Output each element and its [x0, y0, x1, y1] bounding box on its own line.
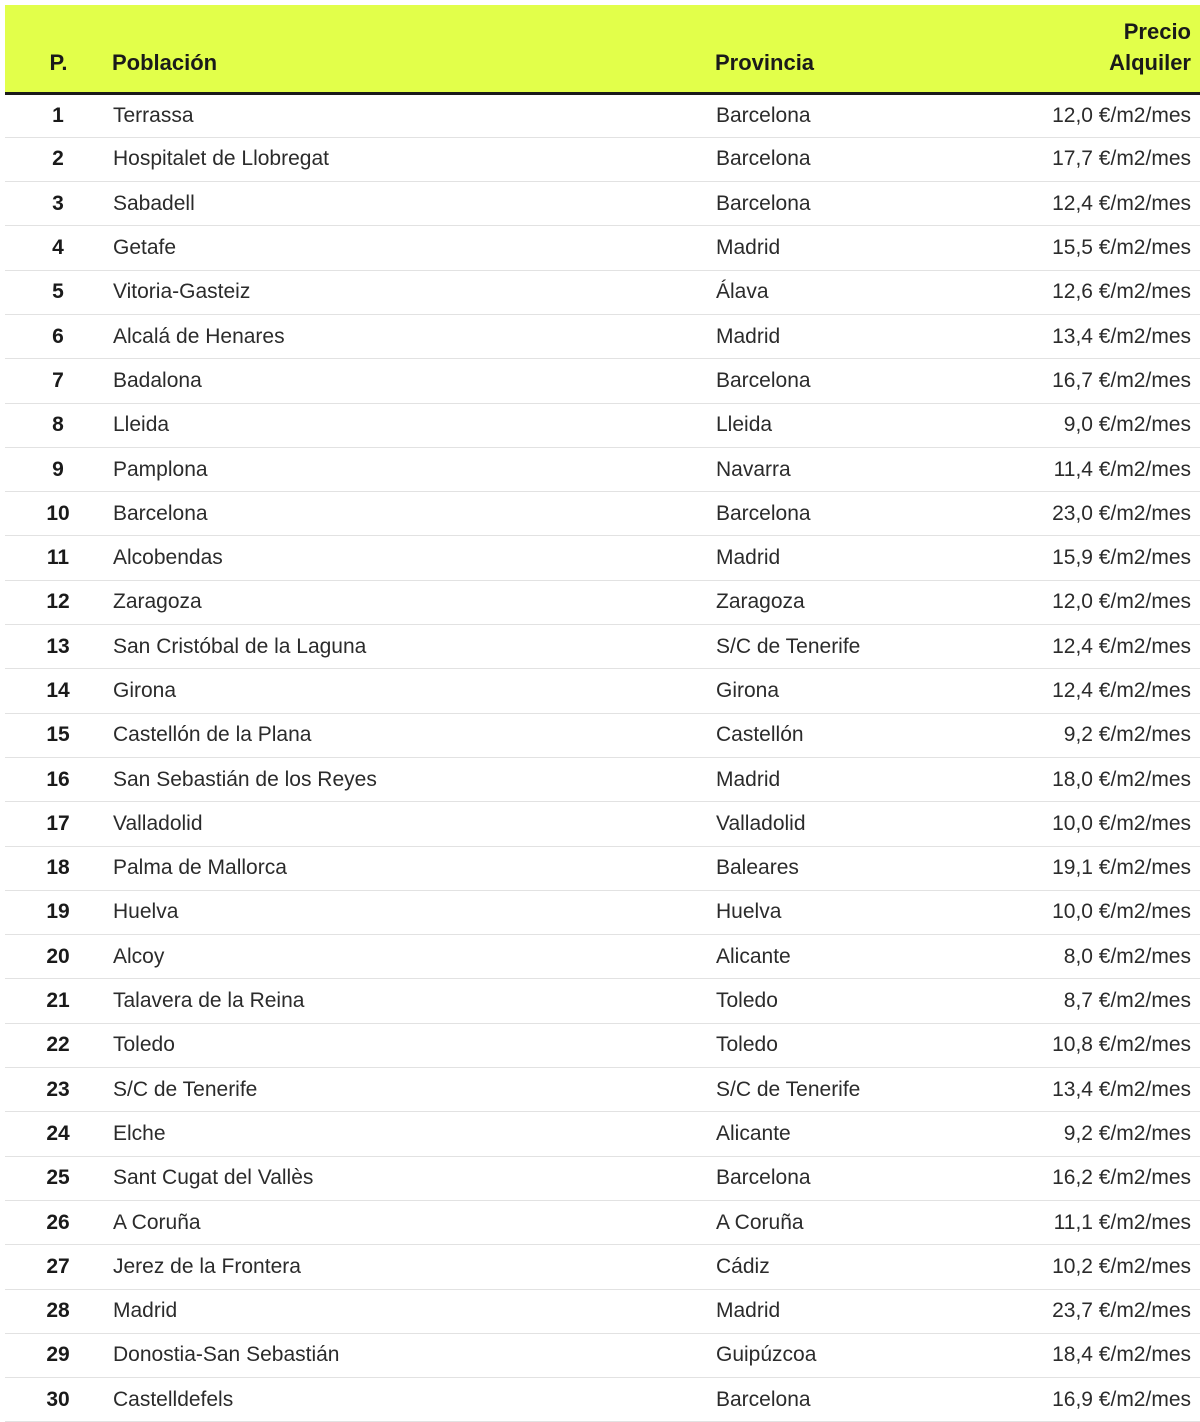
cell-poblacion: Toledo	[113, 1033, 175, 1057]
cell-position: 8	[52, 413, 64, 437]
table-row	[5, 802, 1200, 846]
table-row	[5, 1378, 1200, 1422]
cell-precio: 10,2 €/m2/mes	[1052, 1254, 1191, 1278]
cell-poblacion: Elche	[113, 1121, 166, 1145]
cell-precio: 23,7 €/m2/mes	[1052, 1299, 1191, 1323]
cell-provincia: Madrid	[716, 324, 781, 348]
cell-precio: 17,7 €/m2/mes	[1052, 147, 1191, 171]
cell-position: 19	[46, 900, 70, 924]
cell-poblacion: Vitoria-Gasteiz	[113, 280, 251, 304]
cell-provincia: Barcelona	[716, 1387, 811, 1411]
cell-precio: 9,2 €/m2/mes	[1063, 1121, 1191, 1145]
cell-position: 5	[52, 280, 64, 304]
cell-position: 20	[46, 944, 70, 968]
cell-provincia: S/C de Tenerife	[716, 1077, 861, 1101]
cell-poblacion: Sabadell	[113, 191, 195, 215]
cell-precio: 12,4 €/m2/mes	[1052, 634, 1191, 658]
table-row	[5, 625, 1200, 669]
header-row	[5, 5, 1200, 93]
cell-poblacion: San Cristóbal de la Laguna	[113, 634, 367, 658]
table-row	[5, 536, 1200, 580]
table-body	[5, 93, 1200, 1422]
cell-provincia: Álava	[716, 280, 769, 304]
cell-precio: 12,4 €/m2/mes	[1052, 191, 1191, 215]
cell-poblacion: San Sebastián de los Reyes	[113, 767, 377, 791]
cell-poblacion: Barcelona	[113, 501, 208, 525]
cell-poblacion: A Coruña	[113, 1210, 201, 1234]
table-row	[5, 403, 1200, 447]
cell-precio: 12,0 €/m2/mes	[1052, 590, 1191, 614]
cell-provincia: Zaragoza	[716, 590, 805, 614]
cell-provincia: Barcelona	[716, 103, 811, 127]
cell-position: 11	[46, 546, 70, 570]
table-header	[5, 5, 1200, 93]
table-row	[5, 1068, 1200, 1112]
table-row	[5, 890, 1200, 934]
table-row	[5, 1023, 1200, 1067]
table-row	[5, 359, 1200, 403]
cell-position: 4	[52, 236, 64, 260]
cell-position: 14	[46, 679, 70, 702]
table-row	[5, 314, 1200, 358]
cell-position: 23	[46, 1077, 70, 1101]
cell-provincia: Huelva	[716, 900, 782, 924]
cell-precio: 12,6 €/m2/mes	[1052, 280, 1191, 304]
cell-position: 10	[46, 501, 70, 525]
table-row	[5, 580, 1200, 624]
table-row	[5, 1333, 1200, 1377]
table-row	[5, 492, 1200, 536]
cell-precio: 15,5 €/m2/mes	[1052, 236, 1191, 260]
cell-precio: 9,2 €/m2/mes	[1063, 723, 1191, 747]
cell-provincia: A Coruña	[716, 1210, 804, 1234]
cell-poblacion: Alcalá de Henares	[113, 324, 285, 348]
table-row	[5, 1289, 1200, 1333]
cell-poblacion: Zaragoza	[113, 590, 202, 614]
cell-position: 1	[52, 103, 64, 127]
cell-precio: 16,7 €/m2/mes	[1052, 368, 1191, 392]
cell-provincia: Navarra	[716, 457, 791, 481]
cell-precio: 11,4 €/m2/mes	[1053, 457, 1191, 481]
table-row	[5, 182, 1200, 226]
cell-position: 12	[46, 590, 70, 614]
header-precio-line2: Alquiler	[1109, 49, 1191, 75]
cell-provincia: Barcelona	[716, 501, 811, 525]
cell-precio: 10,8 €/m2/mes	[1052, 1033, 1191, 1057]
cell-position: 15	[46, 723, 70, 747]
cell-poblacion: Badalona	[113, 368, 202, 392]
header-provincia: Provincia	[715, 5, 975, 93]
cell-position: 21	[46, 989, 70, 1013]
table-row	[5, 1156, 1200, 1200]
header-poblacion: Población	[112, 5, 715, 93]
cell-poblacion: Palma de Mallorca	[113, 856, 287, 880]
cell-position: 22	[46, 1033, 70, 1057]
cell-provincia: Girona	[716, 679, 780, 702]
cell-precio: 18,0 €/m2/mes	[1052, 767, 1191, 791]
cell-poblacion: Pamplona	[113, 457, 208, 481]
cell-position: 24	[46, 1121, 70, 1145]
cell-position: 25	[46, 1166, 70, 1190]
header-precio-line1: Precio	[1123, 18, 1191, 44]
table-row	[5, 757, 1200, 801]
cell-precio: 12,0 €/m2/mes	[1052, 103, 1191, 127]
cell-poblacion: Castellón de la Plana	[113, 723, 312, 747]
cell-position: 3	[52, 191, 64, 215]
table-row	[5, 1200, 1200, 1244]
table-row	[5, 270, 1200, 314]
header-position: P.	[5, 5, 112, 93]
cell-position: 6	[52, 324, 64, 348]
cell-precio: 19,1 €/m2/mes	[1052, 856, 1191, 880]
cell-provincia: Alicante	[716, 1121, 791, 1145]
cell-provincia: Guipúzcoa	[716, 1343, 817, 1367]
table-row	[5, 447, 1200, 491]
rental-price-table	[5, 5, 1200, 1422]
cell-position: 13	[46, 634, 70, 658]
cell-position: 27	[46, 1254, 70, 1278]
cell-precio: 13,4 €/m2/mes	[1052, 324, 1191, 348]
table-row	[5, 1245, 1200, 1289]
cell-poblacion: Hospitalet de Llobregat	[113, 147, 329, 171]
cell-provincia: Toledo	[716, 989, 778, 1013]
cell-precio: 16,2 €/m2/mes	[1052, 1166, 1191, 1190]
cell-precio: 23,0 €/m2/mes	[1052, 501, 1191, 525]
cell-precio: 16,9 €/m2/mes	[1052, 1387, 1191, 1411]
cell-poblacion: Girona	[113, 679, 177, 702]
cell-position: 2	[52, 147, 64, 171]
cell-precio: 8,7 €/m2/mes	[1063, 989, 1191, 1013]
cell-position: 30	[46, 1387, 70, 1411]
cell-provincia: Madrid	[716, 767, 781, 791]
cell-precio: 15,9 €/m2/mes	[1052, 546, 1191, 570]
cell-precio: 9,0 €/m2/mes	[1063, 413, 1191, 437]
cell-provincia: Castellón	[716, 723, 804, 747]
cell-poblacion: Castelldefels	[113, 1387, 234, 1411]
cell-precio: 18,4 €/m2/mes	[1052, 1343, 1191, 1367]
cell-provincia: S/C de Tenerife	[716, 634, 861, 658]
cell-poblacion: Alcoy	[113, 944, 165, 968]
cell-position: 29	[46, 1343, 70, 1367]
table-row	[5, 93, 1200, 137]
cell-provincia: Lleida	[716, 413, 773, 437]
table-row	[5, 226, 1200, 270]
cell-position: 17	[46, 811, 70, 835]
cell-poblacion: Huelva	[113, 900, 179, 924]
cell-position: 18	[46, 856, 70, 880]
rental-price-table-container	[5, 5, 1191, 1422]
cell-poblacion: Lleida	[113, 413, 170, 437]
cell-provincia: Barcelona	[716, 1166, 811, 1190]
cell-provincia: Cádiz	[716, 1254, 770, 1278]
cell-poblacion: Valladolid	[113, 811, 203, 835]
cell-precio: 12,4 €/m2/mes	[1052, 679, 1191, 702]
cell-precio: 13,4 €/m2/mes	[1052, 1077, 1191, 1101]
table-row	[5, 979, 1200, 1023]
cell-position: 9	[52, 457, 64, 481]
cell-poblacion: Jerez de la Frontera	[113, 1254, 301, 1278]
table-row	[5, 1112, 1200, 1156]
cell-poblacion: Terrassa	[113, 103, 194, 127]
cell-provincia: Baleares	[716, 856, 799, 880]
table-row	[5, 846, 1200, 890]
table-row	[5, 137, 1200, 181]
cell-provincia: Madrid	[716, 1299, 781, 1323]
cell-position: 7	[52, 368, 64, 392]
cell-provincia: Barcelona	[716, 368, 811, 392]
cell-provincia: Barcelona	[716, 147, 811, 171]
cell-poblacion: Talavera de la Reina	[113, 989, 305, 1013]
header-precio-alquiler	[975, 5, 1200, 93]
cell-provincia: Madrid	[716, 236, 781, 260]
table-row	[5, 669, 1200, 713]
table-row	[5, 935, 1200, 979]
cell-provincia: Madrid	[716, 546, 781, 570]
cell-provincia: Valladolid	[716, 811, 806, 835]
cell-precio: 10,0 €/m2/mes	[1052, 811, 1191, 835]
cell-poblacion: Madrid	[113, 1299, 178, 1323]
cell-poblacion: Donostia-San Sebastián	[113, 1343, 340, 1367]
cell-position: 28	[46, 1299, 70, 1323]
cell-poblacion: Alcobendas	[113, 546, 223, 570]
cell-poblacion: Getafe	[113, 236, 177, 260]
cell-position: 26	[46, 1210, 70, 1234]
table-row	[5, 713, 1200, 757]
cell-precio: 10,0 €/m2/mes	[1052, 900, 1191, 924]
cell-poblacion: S/C de Tenerife	[113, 1077, 258, 1101]
cell-provincia: Toledo	[716, 1033, 778, 1057]
cell-precio: 11,1 €/m2/mes	[1053, 1210, 1191, 1234]
cell-precio: 8,0 €/m2/mes	[1063, 944, 1191, 968]
cell-position: 16	[46, 767, 70, 791]
cell-provincia: Alicante	[716, 944, 791, 968]
cell-provincia: Barcelona	[716, 191, 811, 215]
cell-poblacion: Sant Cugat del Vallès	[113, 1166, 314, 1190]
